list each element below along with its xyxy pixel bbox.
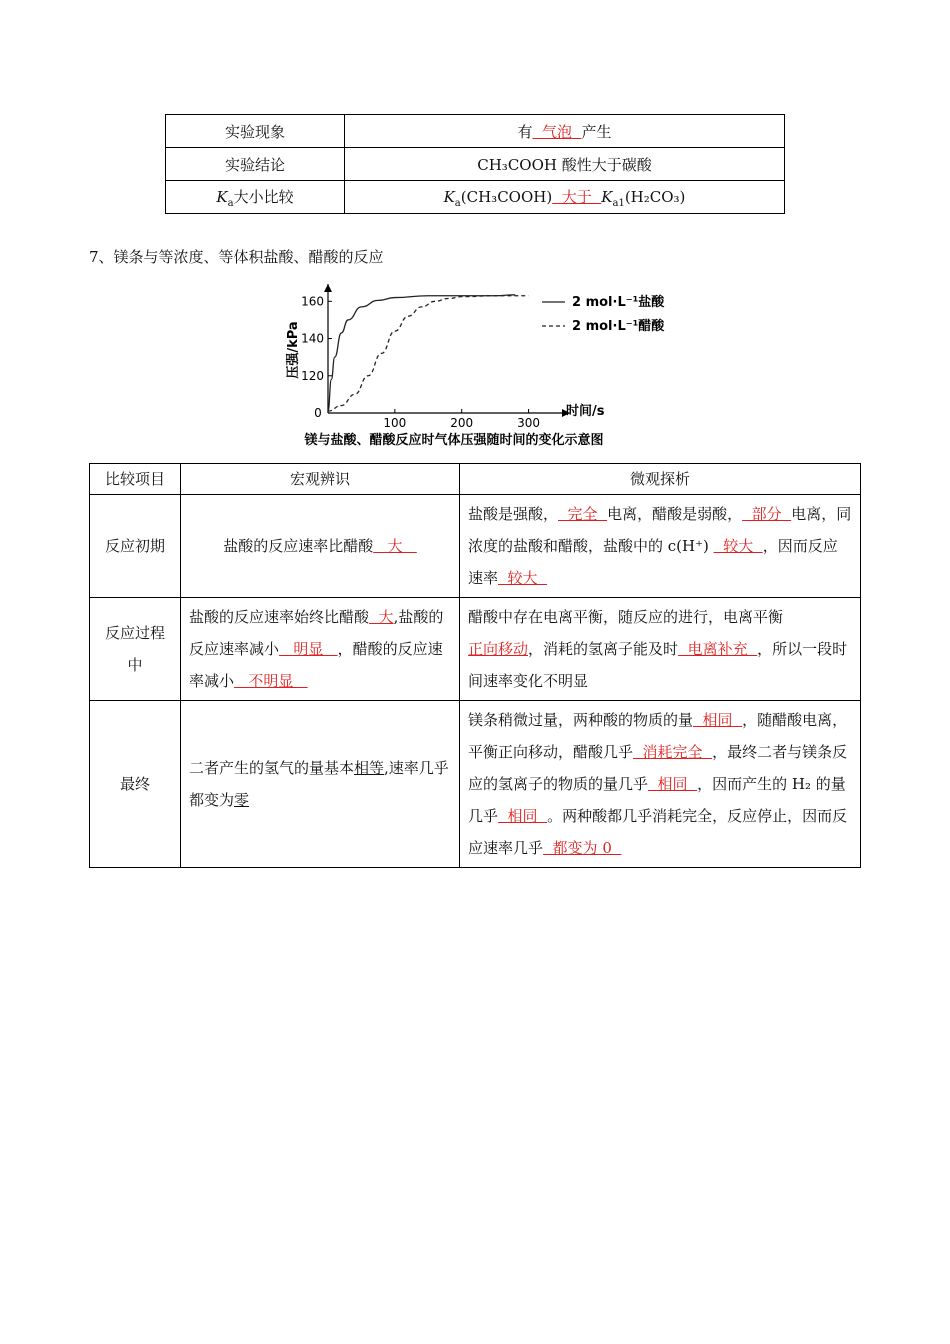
row-label <box>166 181 345 214</box>
x-tick-label: 300 <box>517 416 541 430</box>
legend-label: 2 mol·L⁻¹醋酸 <box>572 319 665 334</box>
series-line-1 <box>328 295 515 411</box>
text: ，最终二者与镁条反应的氢离子的物质的量几乎 <box>468 743 848 793</box>
text: ，因而产生的 H₂ 的量几乎 <box>468 775 846 825</box>
macro-cell <box>181 701 460 868</box>
header-cell: 宏观辨识 <box>181 464 460 495</box>
text: ，醋酸的反应速率减小 <box>189 640 443 690</box>
answer: 正向移动 <box>468 640 529 658</box>
row-label: 实验结论 <box>166 148 345 181</box>
y-tick-label: 120 <box>301 368 324 383</box>
answer: 完全 <box>558 505 608 523</box>
row-label: 最终 <box>90 701 181 868</box>
subscript: a1 <box>612 197 625 209</box>
answer: 相同 <box>648 775 698 793</box>
answer: 大 <box>373 537 417 555</box>
text: 产生 <box>581 122 612 141</box>
chart-series <box>328 295 529 411</box>
answer: 相同 <box>693 711 743 729</box>
chart-ticks <box>301 294 540 430</box>
row-value <box>345 181 785 214</box>
ka-symbol: K <box>443 187 455 206</box>
row-label: 实验现象 <box>166 115 345 148</box>
table-row <box>90 701 861 868</box>
answer: 大 <box>369 608 394 626</box>
ka-symbol: K <box>216 187 228 206</box>
text: ，消耗的氢离子能及时 <box>528 640 679 658</box>
row-value <box>345 115 785 148</box>
text: 二者产生的氢气的量基本 <box>189 759 355 777</box>
text: 。两种酸都几乎消耗完全，反应停止，因而反应速率几乎 <box>468 807 848 857</box>
text: 电离，同浓度的盐酸和醋酸，盐酸中的 c(H⁺) <box>468 505 852 555</box>
pressure-chart <box>280 282 700 452</box>
answer: 大于 <box>552 187 602 206</box>
row-value: CH₃COOH 酸性大于碳酸 <box>345 148 785 181</box>
row-label: 反应过程中 <box>90 598 181 701</box>
macro-cell <box>181 598 460 701</box>
micro-cell <box>460 701 861 868</box>
text: (CH₃COOH) <box>460 187 553 206</box>
table-row <box>90 495 861 598</box>
x-tick-label: 0 <box>314 406 322 420</box>
answer: 较大 <box>713 537 763 555</box>
section-heading: 7、镁条与等浓度、等体积盐酸、醋酸的反应 <box>89 248 384 266</box>
answer: 明显 <box>279 640 338 658</box>
answer: 相同 <box>498 807 548 825</box>
answer: 较大 <box>498 569 548 587</box>
y-tick-label: 160 <box>301 294 324 309</box>
text: ,盐酸的反应速率减小 <box>189 608 444 658</box>
chart-axes <box>324 284 570 417</box>
y-axis-arrow <box>324 284 332 292</box>
ka-symbol: K <box>601 187 613 206</box>
comparison-table <box>89 463 861 868</box>
series-line-2 <box>328 296 529 411</box>
underlined-text: 零 <box>234 791 250 809</box>
x-tick-label: 100 <box>383 416 407 430</box>
micro-cell <box>460 598 861 701</box>
macro-cell <box>181 495 460 598</box>
answer: 不明显 <box>234 672 308 690</box>
subscript: a <box>227 197 234 209</box>
answer: 都变为 0 <box>543 839 622 857</box>
legend-label: 2 mol·L⁻¹盐酸 <box>572 295 665 310</box>
text: 盐酸是强酸， <box>468 505 559 523</box>
experiment-table <box>165 114 785 214</box>
text: 盐酸的反应速率始终比醋酸 <box>189 608 370 626</box>
y-axis-label: 压强/kPa <box>286 321 301 379</box>
x-axis-label: 时间/s <box>566 404 605 419</box>
text: 盐酸的反应速率比醋酸 <box>223 537 374 555</box>
text: 电离，醋酸是弱酸， <box>607 505 743 523</box>
table-header-row <box>90 464 861 495</box>
text: ，所以一段时间速率变化不明显 <box>468 640 848 690</box>
text: 有 <box>517 122 533 141</box>
chart-title: 镁与盐酸、醋酸反应时气体压强随时间的变化示意图 <box>304 433 604 448</box>
chart-legend <box>542 294 665 334</box>
text: 镁条稍微过量，两种酸的物质的量 <box>468 711 694 729</box>
answer: 电离补充 <box>678 640 758 658</box>
answer: 部分 <box>742 505 792 523</box>
text: ，因而反应速率 <box>468 537 838 587</box>
answer: 气泡 <box>532 122 582 141</box>
underlined-text: 相等 <box>354 759 385 777</box>
table-row <box>166 115 785 148</box>
table-row <box>166 148 785 181</box>
text: ,速率几乎都变为 <box>189 759 449 809</box>
row-label: 反应初期 <box>90 495 181 598</box>
table-row <box>90 598 861 701</box>
header-cell: 微观探析 <box>460 464 861 495</box>
answer: 消耗完全 <box>633 743 713 761</box>
micro-cell <box>460 495 861 598</box>
table-row <box>166 181 785 214</box>
text: 醋酸中存在电离平衡，随反应的进行，电离平衡 <box>468 608 784 626</box>
header-cell: 比较项目 <box>90 464 181 495</box>
text: (H₂CO₃) <box>624 187 686 206</box>
x-tick-label: 200 <box>450 416 474 430</box>
text: 大小比较 <box>233 187 294 206</box>
subscript: a <box>454 197 461 209</box>
text: ，随醋酸电离，平衡正向移动，醋酸几乎 <box>468 711 848 761</box>
y-tick-label: 140 <box>301 331 324 346</box>
